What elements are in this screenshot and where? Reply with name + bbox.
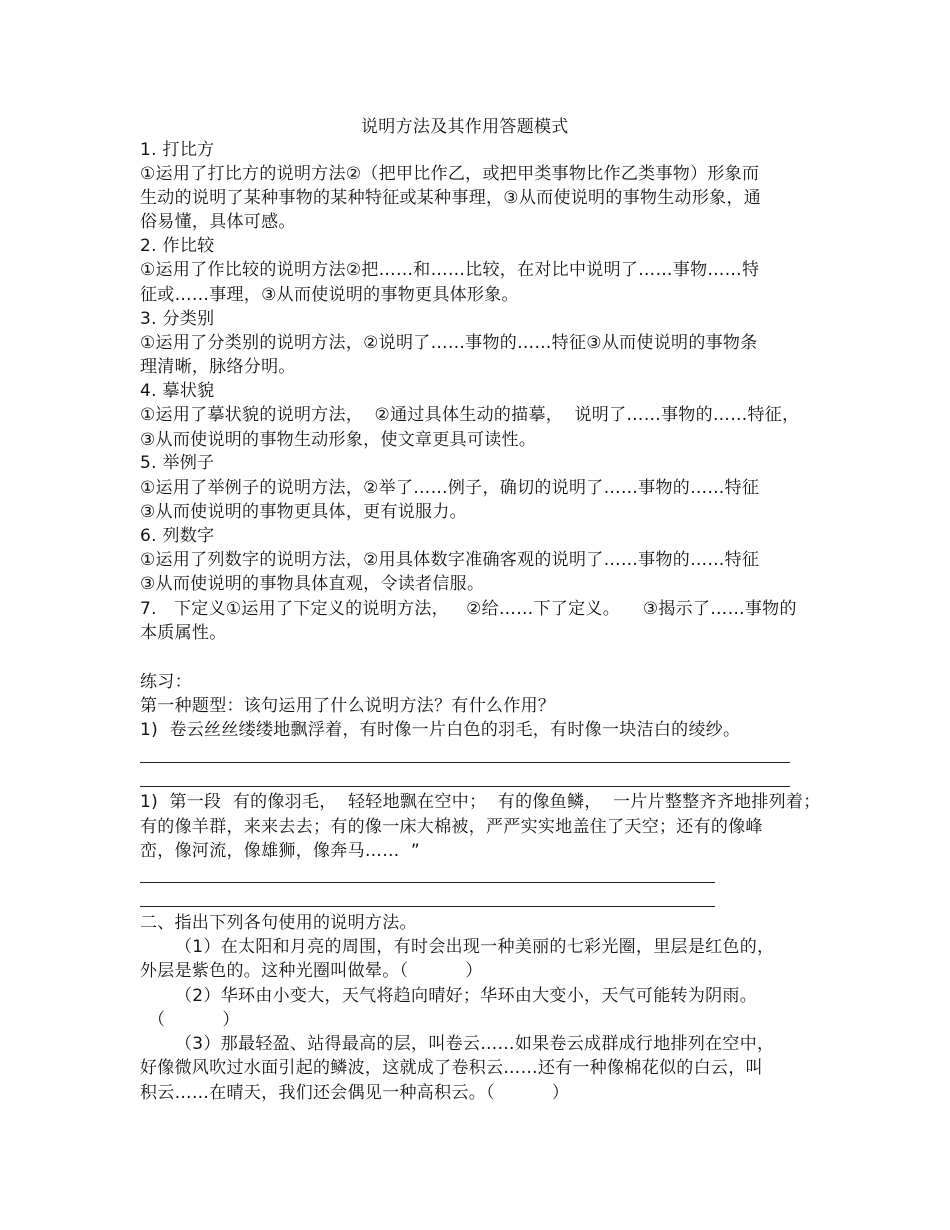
practice-label: 练习：	[140, 672, 192, 692]
part-2-item-3-line: （3）那最轻盈、站得最高的层，叫卷云……如果卷云成群成行地排列在空中，	[175, 1034, 775, 1054]
part-2-item-2-line: （2）华环由小变大，天气将趋向晴好；华环由大变小，天气可能转为阴雨。	[175, 986, 758, 1006]
method-3-line: 理清晰，脉络分明。	[140, 357, 296, 377]
method-6-heading: 6. 列数字	[140, 526, 215, 546]
part-2-heading: 二、指出下列各句使用的说明方法。	[140, 913, 417, 933]
method-3-line: ①运用了分类别的说明方法，②说明了……事物的……特征③从而使说明的事物条	[140, 333, 758, 353]
answer-line[interactable]	[140, 882, 715, 883]
practice-question-2-line: 1) 第一段 有的像羽毛， 轻轻地飘在空中； 有的像鱼鳞， 一片片整整齐齐地排列着；	[140, 792, 821, 812]
method-1-line: 俗易懂，具体可感。	[140, 212, 296, 232]
part-2-item-1-line: 外层是紫色的。这种光圈叫做晕。（ ）	[140, 961, 483, 981]
practice-question-1: 1) 卷云丝丝缕缕地飘浮着，有时像一片白色的羽毛，有时像一块洁白的绫纱。	[140, 720, 741, 740]
method-5-line: ③从而使说明的事物更具体，更有说服力。	[140, 502, 467, 522]
answer-line[interactable]	[140, 762, 790, 763]
method-7-line: 本质属性。	[140, 623, 227, 643]
practice-question-2-line: 峦，像河流，像雄狮，像奔马…… ”	[140, 841, 421, 861]
page-title: 说明方法及其作用答题模式	[361, 117, 569, 137]
method-1-heading: 1. 打比方	[140, 140, 215, 160]
method-7-line: 7. 下定义①运用了下定义的说明方法， ②给……下了定义。 ③揭示了……事物的	[140, 599, 797, 619]
part-2-item-3-line: 好像微风吹过水面引起的鳞波，这就成了卷积云……还有一种像棉花似的白云，叫	[140, 1058, 763, 1078]
method-3-heading: 3. 分类别	[140, 309, 215, 329]
method-5-heading: 5. 举例子	[140, 453, 215, 473]
method-1-line: 生动的说明了某种事物的某种特征或某种事理，③从而使说明的事物生动形象，通	[140, 188, 762, 208]
question-type-1: 第一种题型：该句运用了什么说明方法？有什么作用？	[140, 696, 556, 716]
answer-line[interactable]	[140, 786, 790, 787]
method-5-line: ①运用了举例子的说明方法，②举了……例子，确切的说明了……事物的……特征	[140, 478, 760, 498]
method-1-line: ①运用了打比方的说明方法②（把甲比作乙，或把甲类事物比作乙类事物）形象而	[140, 164, 760, 184]
part-2-item-2-answer-blank[interactable]: （ ）	[148, 1010, 240, 1030]
method-4-line: ③从而使说明的事物生动形象，使文章更具可读性。	[140, 430, 537, 450]
method-4-heading: 4. 摹状貌	[140, 381, 215, 401]
method-2-line: ①运用了作比较的说明方法②把……和……比较，在对比中说明了……事物……特	[140, 260, 760, 280]
practice-question-2-line: 有的像羊群，来来去去；有的像一床大棉被，严严实实地盖住了天空；还有的像峰	[140, 817, 763, 837]
method-6-line: ③从而使说明的事物具体直观，令读者信服。	[140, 574, 485, 594]
method-2-line: 征或……事理，③从而使说明的事物更具体形象。	[140, 285, 519, 305]
part-2-item-3-line: 积云……在晴天，我们还会偶见一种高积云。（ ）	[140, 1083, 570, 1103]
method-4-line: ①运用了摹状貌的说明方法， ②通过具体生动的描摹， 说明了……事物的……特征，	[140, 405, 800, 425]
part-2-item-1-line: （1）在太阳和月亮的周围，有时会出现一种美丽的七彩光圈，里层是红色的，	[175, 937, 775, 957]
answer-line[interactable]	[140, 906, 715, 907]
method-6-line: ①运用了列数字的说明方法，②用具体数字准确客观的说明了……事物的……特征	[140, 550, 760, 570]
method-2-heading: 2. 作比较	[140, 236, 215, 256]
